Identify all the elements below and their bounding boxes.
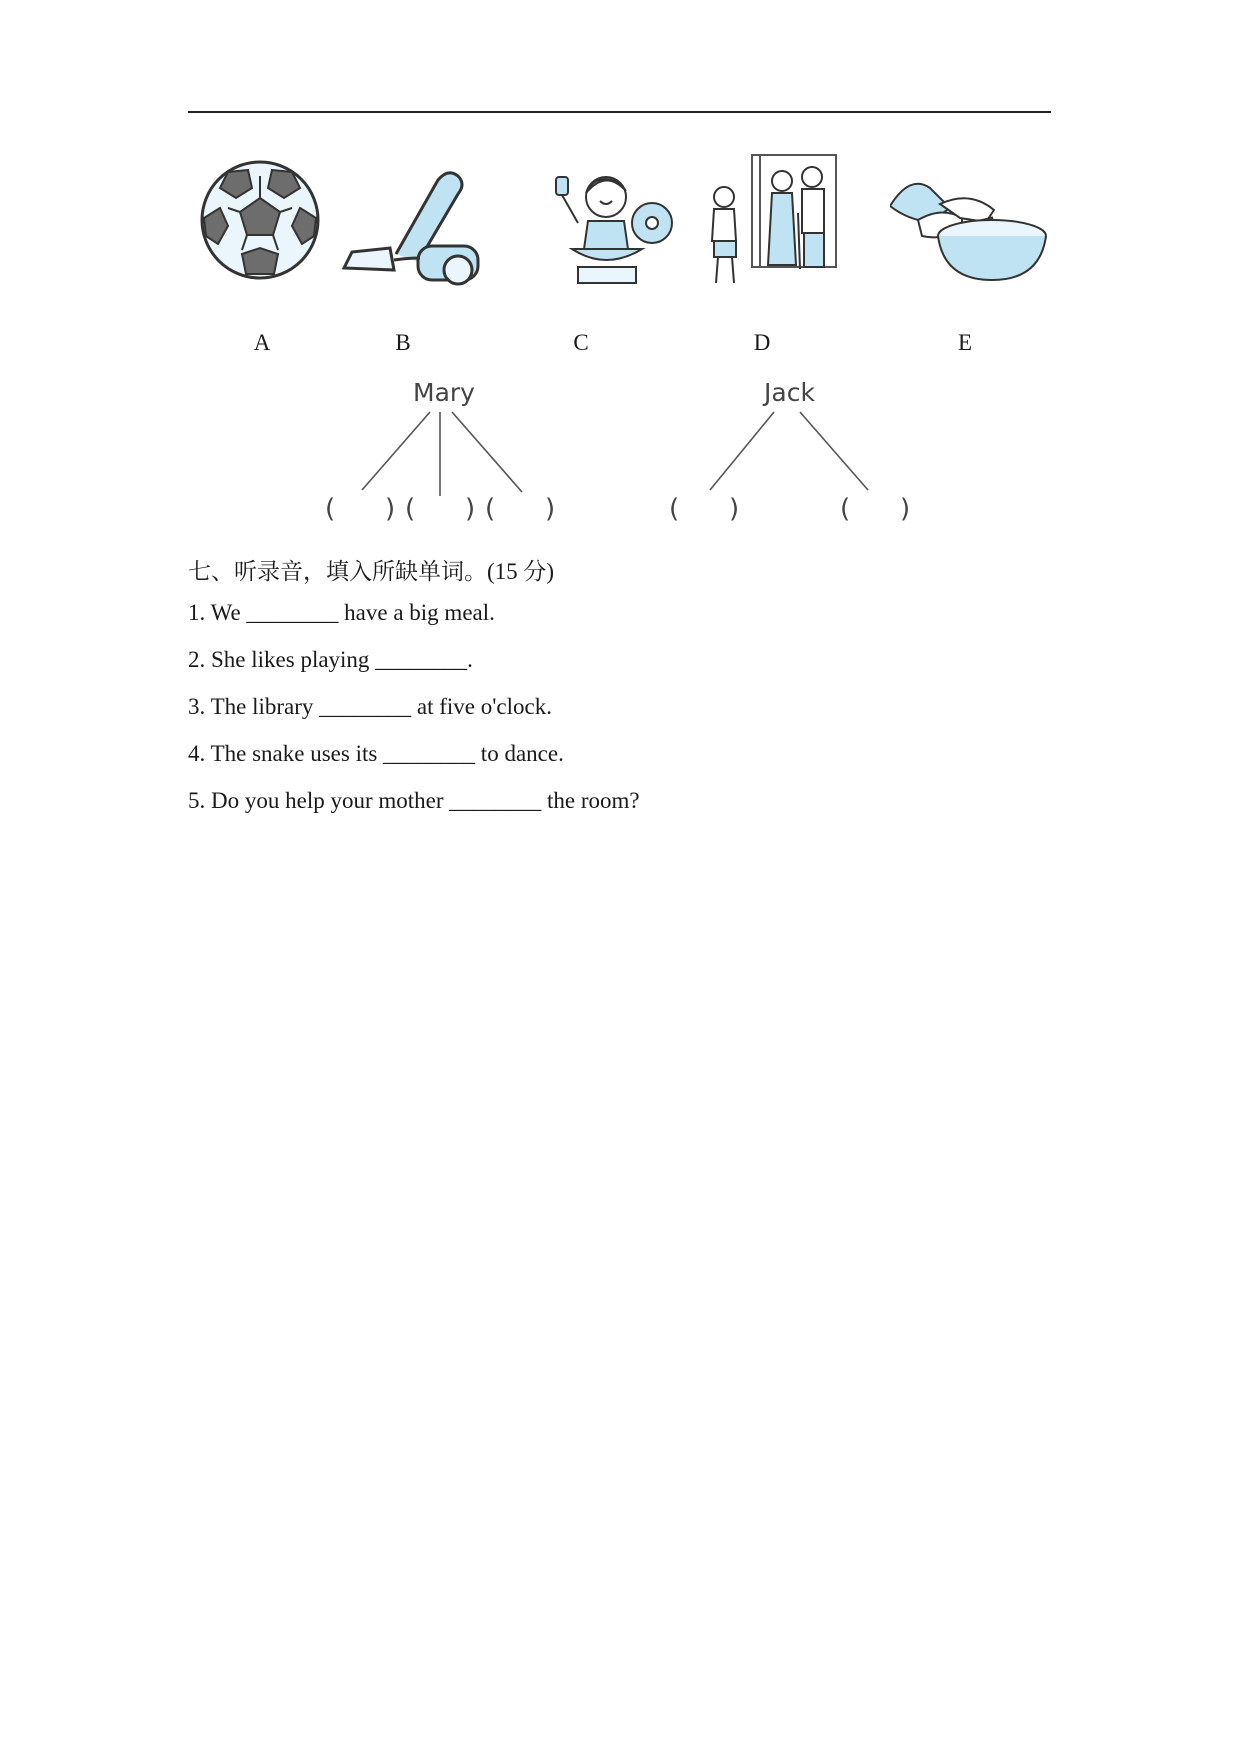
mary-blank-3-close: ) [545, 494, 556, 524]
mary-branch-right [452, 412, 522, 492]
question-4: 4. The snake uses its ________ to dance. [188, 741, 564, 766]
option-label-d: D [753, 330, 771, 355]
jack-branch-left [710, 412, 774, 490]
tree-lines [0, 0, 1241, 540]
mary-blank-1-open[interactable]: ( [325, 494, 336, 524]
mary-blank-2-close: ) [465, 494, 476, 524]
jack-blank-2-open[interactable]: ( [840, 494, 851, 524]
option-label-e: E [957, 330, 973, 355]
option-label-b: B [395, 330, 411, 355]
mary-blank-2-open[interactable]: ( [405, 494, 416, 524]
jack-blank-1-open[interactable]: ( [669, 494, 680, 524]
question-2: 2. She likes playing ________. [188, 647, 473, 672]
option-label-a: A [253, 330, 271, 355]
option-label-c: C [573, 330, 589, 355]
jack-blank-2-close: ) [900, 494, 911, 524]
question-5: 5. Do you help your mother ________ the room? [188, 788, 640, 813]
question-3: 3. The library ________ at five o'clock. [188, 694, 552, 719]
jack-blank-1-close: ) [729, 494, 740, 524]
mary-blank-3-open[interactable]: ( [485, 494, 496, 524]
mary-branch-left [362, 412, 430, 490]
tree-name-mary: Mary [413, 378, 475, 407]
question-1: 1. We ________ have a big meal. [188, 600, 495, 625]
jack-branch-right [800, 412, 868, 490]
tree-name-jack: Jack [764, 378, 815, 407]
mary-blank-1-close: ) [385, 494, 396, 524]
section-title: 七、听录音，填入所缺单词。(15 分) [188, 559, 555, 584]
